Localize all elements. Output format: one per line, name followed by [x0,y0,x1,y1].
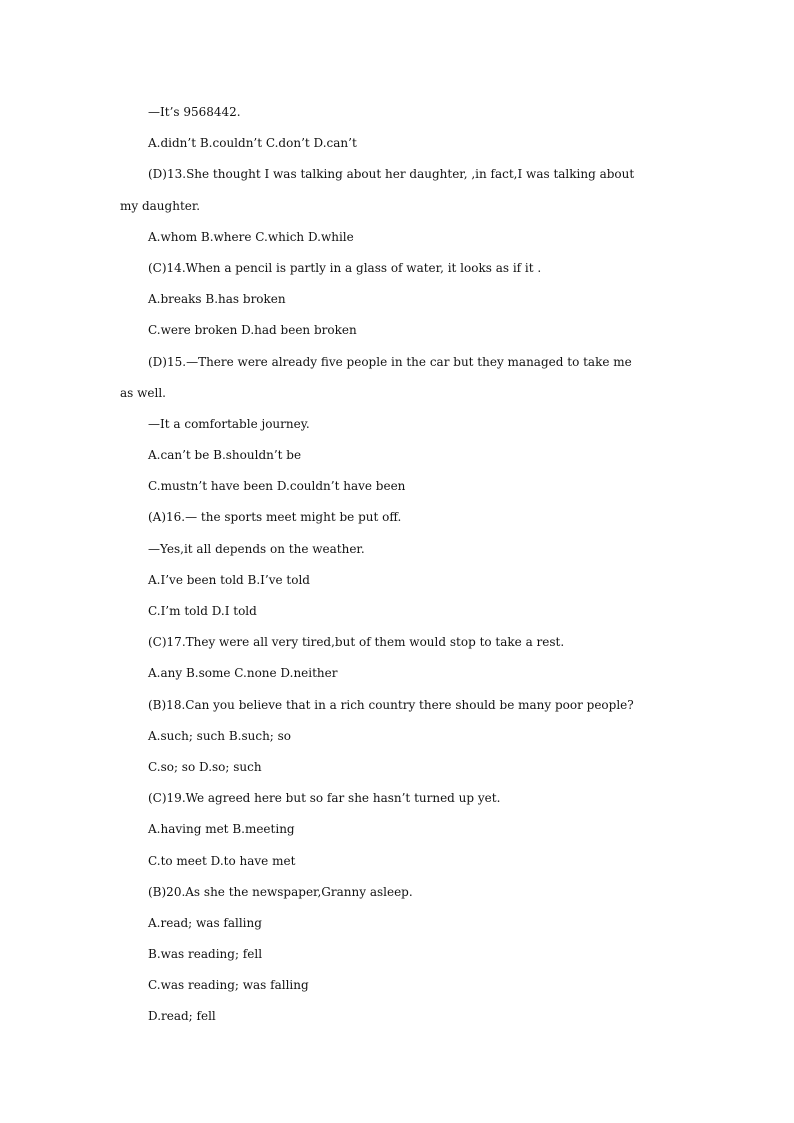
options-14-a-b: A.breaks B.has broken [148,292,286,307]
option-20-a: A.read; was falling [148,915,262,930]
option-20-d: D.read; fell [148,1009,216,1024]
options-16-c-d: C.I’m told D.I told [148,604,257,618]
question-17: (C)17.They were all very tired,but of them would stop to take a rest. [148,635,565,650]
options-18-a-b: A.such; such B.such; so [148,728,292,743]
option-20-b: B.was reading; fell [148,947,263,962]
question-18: (B)18.Can you believe that in a rich country there should be many poor people? [148,697,634,712]
question-19: (C)19.We agreed here but so far she hasn’t turned up yet. [148,791,501,806]
question-13: (D)13.She thought I was talking about her daughter, ,in fact,I was talking about [148,167,635,182]
text-line: as well. [120,385,166,400]
text-line: A.didn’t B.couldn’t C.don’t D.can’t [148,136,357,151]
options-13: A.whom B.where C.which D.while [148,229,354,244]
options-14-c-d: C.were broken D.had been broken [148,323,357,338]
options-15-c-d: C.mustn’t have been D.couldn’t have been [148,479,406,494]
question-15: (D)15.—There were already five people in the car but they managed to take me [148,354,632,369]
question-16: (A)16.— the sports meet might be put off. [148,510,402,525]
text-line: —It’s 9568442. [148,105,241,119]
document-body [120,97,680,1033]
options-19-c-d: C.to meet D.to have met [148,853,296,868]
options-19-a-b: A.having met B.meeting [148,822,295,837]
question-14: (C)14.When a pencil is partly in a glass of water, it looks as if it . [148,260,542,275]
options-17: A.any B.some C.none D.neither [148,666,338,681]
text-line: my daughter. [120,198,201,213]
text-line: —Yes,it all depends on the weather. [148,541,365,556]
options-16-a-b: A.I’ve been told B.I’ve told [148,572,310,587]
option-20-c: C.was reading; was falling [148,978,309,993]
options-18-c-d: C.so; so D.so; such [148,759,262,774]
options-15-a-b: A.can’t be B.shouldn’t be [148,448,302,463]
text-line: —It a comfortable journey. [148,416,310,431]
question-20: (B)20.As she the newspaper,Granny asleep. [148,884,413,899]
